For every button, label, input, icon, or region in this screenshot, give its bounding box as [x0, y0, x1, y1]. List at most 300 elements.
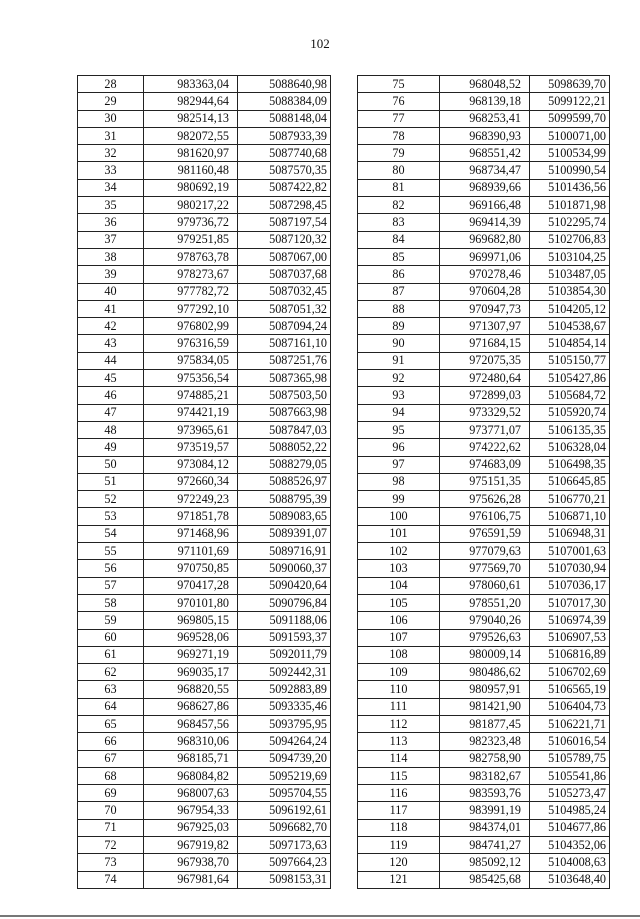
coordinate-y: 5090420,64 [238, 577, 331, 594]
table-row [358, 612, 610, 629]
coordinate-y: 5087197,54 [238, 214, 331, 231]
coordinate-x: 985425,68 [440, 871, 530, 888]
table-row [78, 525, 331, 542]
table-row [358, 819, 610, 836]
point-number: 80 [358, 162, 440, 179]
table-row [78, 421, 331, 438]
coordinate-x: 973519,57 [144, 439, 238, 456]
table-row [358, 577, 610, 594]
coordinate-y: 5103487,05 [530, 266, 610, 283]
coordinate-y: 5087933,39 [238, 127, 331, 144]
coordinate-y: 5106871,10 [530, 508, 610, 525]
coordinate-x: 976106,75 [440, 508, 530, 525]
table-row [78, 335, 331, 352]
point-number: 46 [78, 387, 144, 404]
point-number: 110 [358, 681, 440, 698]
point-number: 84 [358, 231, 440, 248]
coordinate-x: 983593,76 [440, 785, 530, 802]
point-number: 51 [78, 473, 144, 490]
coordinate-y: 5095704,55 [238, 785, 331, 802]
point-number: 86 [358, 266, 440, 283]
point-number: 85 [358, 248, 440, 265]
coordinate-x: 973329,52 [440, 404, 530, 421]
table-row [358, 750, 610, 767]
coordinate-x: 967981,64 [144, 871, 238, 888]
coordinate-y: 5087094,24 [238, 318, 331, 335]
point-number: 45 [78, 370, 144, 387]
point-number: 70 [78, 802, 144, 819]
point-number: 78 [358, 127, 440, 144]
point-number: 76 [358, 93, 440, 110]
coordinate-y: 5099122,21 [530, 93, 610, 110]
page-number: 102 [310, 36, 330, 51]
point-number: 60 [78, 629, 144, 646]
coordinate-x: 979526,63 [440, 629, 530, 646]
coordinate-y: 5106816,89 [530, 646, 610, 663]
point-number: 34 [78, 179, 144, 196]
coordinate-y: 5105273,47 [530, 785, 610, 802]
coordinate-y: 5102295,74 [530, 214, 610, 231]
coordinate-x: 972480,64 [440, 370, 530, 387]
table-row [358, 664, 610, 681]
point-number: 61 [78, 646, 144, 663]
coordinate-x: 968390,93 [440, 127, 530, 144]
point-number: 111 [358, 698, 440, 715]
point-number: 39 [78, 266, 144, 283]
coordinate-y: 5104538,67 [530, 318, 610, 335]
table-row [358, 197, 610, 214]
table-row [358, 543, 610, 560]
table-row [78, 664, 331, 681]
coordinate-x: 968139,18 [440, 93, 530, 110]
point-number: 117 [358, 802, 440, 819]
coordinate-x: 971468,96 [144, 525, 238, 542]
table-row [78, 197, 331, 214]
coordinate-y: 5106645,85 [530, 473, 610, 490]
coordinate-y: 5106498,35 [530, 456, 610, 473]
table-row [358, 733, 610, 750]
coordinate-y: 5100990,54 [530, 162, 610, 179]
coordinate-x: 968310,06 [144, 733, 238, 750]
point-number: 93 [358, 387, 440, 404]
coordinate-y: 5087161,10 [238, 335, 331, 352]
table-row [358, 335, 610, 352]
point-number: 42 [78, 318, 144, 335]
coordinate-x: 979040,26 [440, 612, 530, 629]
coordinate-y: 5102706,83 [530, 231, 610, 248]
table-row [358, 266, 610, 283]
table-row [78, 491, 331, 508]
point-number: 116 [358, 785, 440, 802]
point-number: 108 [358, 646, 440, 663]
table-row [358, 629, 610, 646]
point-number: 64 [78, 698, 144, 715]
table-row [358, 802, 610, 819]
point-number: 104 [358, 577, 440, 594]
table-row [78, 837, 331, 854]
coordinate-x: 976591,59 [440, 525, 530, 542]
table-row [358, 785, 610, 802]
point-number: 63 [78, 681, 144, 698]
table-row [358, 110, 610, 127]
coordinate-y: 5088279,05 [238, 456, 331, 473]
coordinate-y: 5092883,89 [238, 681, 331, 698]
table-row [78, 162, 331, 179]
table-row [78, 560, 331, 577]
coordinate-x: 983991,19 [440, 802, 530, 819]
point-number: 40 [78, 283, 144, 300]
coordinate-y: 5088384,09 [238, 93, 331, 110]
point-number: 101 [358, 525, 440, 542]
coordinate-y: 5089083,65 [238, 508, 331, 525]
table-row [78, 577, 331, 594]
coordinate-x: 973771,07 [440, 421, 530, 438]
table-row [358, 318, 610, 335]
table-row [78, 594, 331, 611]
coordinate-x: 968820,55 [144, 681, 238, 698]
coordinate-x: 978763,78 [144, 248, 238, 265]
point-number: 66 [78, 733, 144, 750]
point-number: 100 [358, 508, 440, 525]
coordinate-x: 969682,80 [440, 231, 530, 248]
table-row [78, 629, 331, 646]
table-row [78, 854, 331, 871]
point-number: 73 [78, 854, 144, 871]
page-bottom-edge [0, 915, 640, 917]
point-number: 69 [78, 785, 144, 802]
table-row [358, 473, 610, 490]
coordinate-x: 979251,85 [144, 231, 238, 248]
coordinate-y: 5088795,39 [238, 491, 331, 508]
coordinate-x: 967954,33 [144, 802, 238, 819]
coordinate-x: 972899,03 [440, 387, 530, 404]
point-number: 41 [78, 300, 144, 317]
coordinate-x: 971684,15 [440, 335, 530, 352]
table-row [78, 698, 331, 715]
table-row [78, 318, 331, 335]
point-number: 28 [78, 76, 144, 93]
coordinate-y: 5104677,86 [530, 819, 610, 836]
point-number: 114 [358, 750, 440, 767]
table-row [358, 594, 610, 611]
table-row [358, 145, 610, 162]
table-row [78, 767, 331, 784]
coordinate-x: 974222,62 [440, 439, 530, 456]
coordinate-y: 5106328,04 [530, 439, 610, 456]
table-row [358, 698, 610, 715]
table-row [78, 404, 331, 421]
coordinate-y: 5087570,35 [238, 162, 331, 179]
table-row [78, 283, 331, 300]
table-row [358, 421, 610, 438]
table-row [78, 76, 331, 93]
coordinate-x: 983182,67 [440, 767, 530, 784]
table-row [78, 508, 331, 525]
point-number: 29 [78, 93, 144, 110]
point-number: 105 [358, 594, 440, 611]
coordinate-x: 970604,28 [440, 283, 530, 300]
coordinate-y: 5106135,35 [530, 421, 610, 438]
point-number: 79 [358, 145, 440, 162]
coordinate-x: 974885,21 [144, 387, 238, 404]
coordinate-y: 5106702,69 [530, 664, 610, 681]
point-number: 48 [78, 421, 144, 438]
point-number: 120 [358, 854, 440, 871]
table-row [358, 837, 610, 854]
table-row [358, 560, 610, 577]
coordinate-y: 5105684,72 [530, 387, 610, 404]
point-number: 87 [358, 283, 440, 300]
coordinate-x: 977292,10 [144, 300, 238, 317]
coordinate-y: 5087298,45 [238, 197, 331, 214]
point-number: 52 [78, 491, 144, 508]
coordinate-y: 5087740,68 [238, 145, 331, 162]
table-row [358, 646, 610, 663]
coordinate-x: 982758,90 [440, 750, 530, 767]
coordinate-x: 968185,71 [144, 750, 238, 767]
coordinate-x: 981421,90 [440, 698, 530, 715]
point-number: 82 [358, 197, 440, 214]
coordinate-y: 5087503,50 [238, 387, 331, 404]
point-number: 118 [358, 819, 440, 836]
coordinate-y: 5091593,37 [238, 629, 331, 646]
coordinate-x: 985092,12 [440, 854, 530, 871]
point-number: 55 [78, 543, 144, 560]
point-number: 72 [78, 837, 144, 854]
coordinate-x: 977569,70 [440, 560, 530, 577]
point-number: 68 [78, 767, 144, 784]
point-number: 94 [358, 404, 440, 421]
coordinate-x: 978060,61 [440, 577, 530, 594]
table-row [78, 248, 331, 265]
point-number: 88 [358, 300, 440, 317]
coordinate-x: 968734,47 [440, 162, 530, 179]
coordinate-y: 5105427,86 [530, 370, 610, 387]
table-row [358, 93, 610, 110]
coordinate-x: 968939,66 [440, 179, 530, 196]
point-number: 38 [78, 248, 144, 265]
coordinate-y: 5106974,39 [530, 612, 610, 629]
coordinate-x: 972660,34 [144, 473, 238, 490]
coordinate-y: 5106221,71 [530, 715, 610, 732]
coordinate-x: 970750,85 [144, 560, 238, 577]
point-number: 59 [78, 612, 144, 629]
coordinate-y: 5092011,79 [238, 646, 331, 663]
coordinate-y: 5104854,14 [530, 335, 610, 352]
coordinate-x: 971307,97 [440, 318, 530, 335]
coordinate-x: 969805,15 [144, 612, 238, 629]
coordinate-x: 982323,48 [440, 733, 530, 750]
point-number: 53 [78, 508, 144, 525]
coordinate-x: 977079,63 [440, 543, 530, 560]
point-number: 31 [78, 127, 144, 144]
coordinate-y: 5100534,99 [530, 145, 610, 162]
coordinate-y: 5106016,54 [530, 733, 610, 750]
coordinate-y: 5088052,22 [238, 439, 331, 456]
point-number: 112 [358, 715, 440, 732]
table-row [78, 352, 331, 369]
table-row [358, 439, 610, 456]
point-number: 113 [358, 733, 440, 750]
point-number: 56 [78, 560, 144, 577]
table-row [78, 300, 331, 317]
coordinate-y: 5100071,00 [530, 127, 610, 144]
table-row [358, 248, 610, 265]
coordinate-y: 5088148,04 [238, 110, 331, 127]
coordinate-x: 983363,04 [144, 76, 238, 93]
coordinate-y: 5106770,21 [530, 491, 610, 508]
coordinate-y: 5090060,37 [238, 560, 331, 577]
coordinate-x: 967919,82 [144, 837, 238, 854]
table-row [358, 871, 610, 888]
table-row [78, 370, 331, 387]
coordinate-x: 970947,73 [440, 300, 530, 317]
point-number: 44 [78, 352, 144, 369]
table-row [78, 456, 331, 473]
point-number: 107 [358, 629, 440, 646]
coordinate-x: 977782,72 [144, 283, 238, 300]
table-row [78, 871, 331, 888]
table-row [78, 473, 331, 490]
table-row [78, 750, 331, 767]
coordinate-x: 969271,19 [144, 646, 238, 663]
point-number: 30 [78, 110, 144, 127]
table-row [78, 231, 331, 248]
coordinate-x: 981160,48 [144, 162, 238, 179]
point-number: 49 [78, 439, 144, 456]
table-row [78, 127, 331, 144]
coordinate-x: 972075,35 [440, 352, 530, 369]
coordinate-y: 5106907,53 [530, 629, 610, 646]
coordinate-y: 5103648,40 [530, 871, 610, 888]
table-row [358, 491, 610, 508]
table-row [358, 715, 610, 732]
table-row [78, 543, 331, 560]
coordinate-x: 971101,69 [144, 543, 238, 560]
point-number: 109 [358, 664, 440, 681]
coordinate-x: 968627,86 [144, 698, 238, 715]
table-row [358, 456, 610, 473]
point-number: 90 [358, 335, 440, 352]
coordinate-x: 968048,52 [440, 76, 530, 93]
coordinate-y: 5103104,25 [530, 248, 610, 265]
table-row [78, 715, 331, 732]
table-row [358, 352, 610, 369]
coordinate-y: 5107036,17 [530, 577, 610, 594]
point-number: 43 [78, 335, 144, 352]
coordinate-y: 5101436,56 [530, 179, 610, 196]
point-number: 75 [358, 76, 440, 93]
point-number: 36 [78, 214, 144, 231]
table-row [358, 767, 610, 784]
coordinate-x: 969528,06 [144, 629, 238, 646]
coordinate-y: 5087032,45 [238, 283, 331, 300]
table-row [358, 179, 610, 196]
coordinate-x: 970278,46 [440, 266, 530, 283]
table-row [358, 231, 610, 248]
point-number: 71 [78, 819, 144, 836]
coordinate-y: 5087037,68 [238, 266, 331, 283]
table-row [358, 854, 610, 871]
coordinate-x: 980009,14 [440, 646, 530, 663]
table-row [358, 127, 610, 144]
coordinate-x: 975356,54 [144, 370, 238, 387]
point-number: 62 [78, 664, 144, 681]
coordinate-y: 5105920,74 [530, 404, 610, 421]
table-row [78, 93, 331, 110]
point-number: 103 [358, 560, 440, 577]
coordinate-x: 973965,61 [144, 421, 238, 438]
point-number: 91 [358, 352, 440, 369]
point-number: 98 [358, 473, 440, 490]
coordinate-x: 981620,97 [144, 145, 238, 162]
table-row [358, 404, 610, 421]
coordinate-x: 967938,70 [144, 854, 238, 871]
coordinate-y: 5104985,24 [530, 802, 610, 819]
coordinate-y: 5105789,75 [530, 750, 610, 767]
coordinate-y: 5097664,23 [238, 854, 331, 871]
coordinate-y: 5106404,73 [530, 698, 610, 715]
coordinate-x: 968551,42 [440, 145, 530, 162]
coordinate-y: 5106565,19 [530, 681, 610, 698]
coordinate-y: 5087251,76 [238, 352, 331, 369]
coordinate-x: 969035,17 [144, 664, 238, 681]
coordinate-y: 5088640,98 [238, 76, 331, 93]
point-number: 67 [78, 750, 144, 767]
coordinate-x: 972249,23 [144, 491, 238, 508]
coordinate-y: 5087051,32 [238, 300, 331, 317]
coordinate-x: 968253,41 [440, 110, 530, 127]
coordinate-x: 982072,55 [144, 127, 238, 144]
coordinate-y: 5087067,00 [238, 248, 331, 265]
table-row [78, 387, 331, 404]
coordinate-x: 981877,45 [440, 715, 530, 732]
coordinate-x: 978551,20 [440, 594, 530, 611]
point-number: 89 [358, 318, 440, 335]
table-row [358, 387, 610, 404]
table-row [78, 612, 331, 629]
coordinate-x: 968084,82 [144, 767, 238, 784]
coordinate-y: 5095219,69 [238, 767, 331, 784]
coordinate-y: 5094739,20 [238, 750, 331, 767]
coordinate-y: 5093795,95 [238, 715, 331, 732]
coordinate-x: 976316,59 [144, 335, 238, 352]
coordinate-y: 5097173,63 [238, 837, 331, 854]
coordinate-x: 969414,39 [440, 214, 530, 231]
coordinate-y: 5098639,70 [530, 76, 610, 93]
point-number: 50 [78, 456, 144, 473]
coordinate-x: 980217,22 [144, 197, 238, 214]
table-row [358, 508, 610, 525]
table-row [78, 681, 331, 698]
table-row [78, 439, 331, 456]
table-row [78, 214, 331, 231]
coordinate-y: 5104008,63 [530, 854, 610, 871]
coordinate-y: 5087120,32 [238, 231, 331, 248]
point-number: 33 [78, 162, 144, 179]
coordinate-y: 5089716,91 [238, 543, 331, 560]
table-row [78, 802, 331, 819]
point-number: 96 [358, 439, 440, 456]
coordinate-x: 969971,06 [440, 248, 530, 265]
coordinate-x: 982944,64 [144, 93, 238, 110]
coordinate-y: 5087365,98 [238, 370, 331, 387]
point-number: 83 [358, 214, 440, 231]
point-number: 58 [78, 594, 144, 611]
coordinate-x: 967925,03 [144, 819, 238, 836]
coordinate-y: 5101871,98 [530, 197, 610, 214]
point-number: 65 [78, 715, 144, 732]
